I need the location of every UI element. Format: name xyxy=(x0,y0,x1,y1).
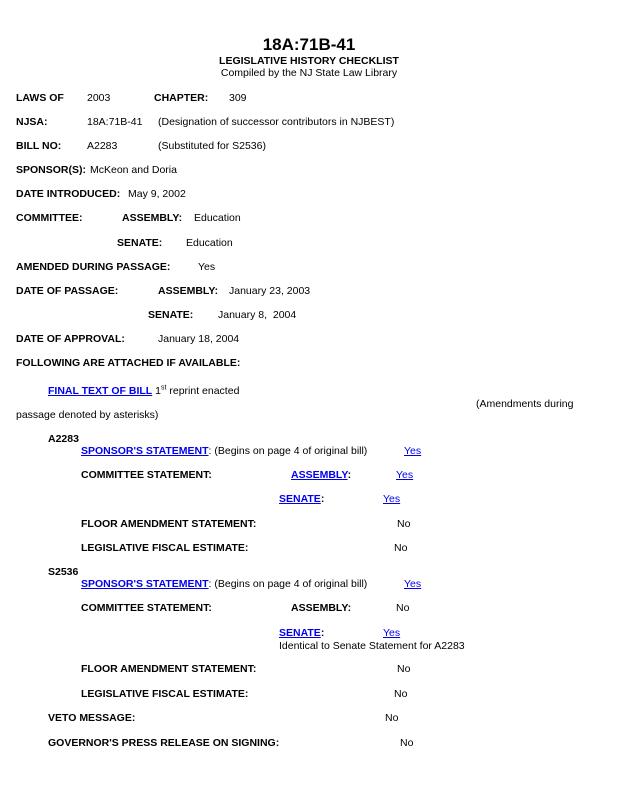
reprint-superscript: st xyxy=(160,384,167,392)
bill-no-value: A2283 xyxy=(87,140,118,152)
s2536-sponsor-note: : (Begins on page 4 of original bill) xyxy=(208,578,368,590)
committee-assembly-label: ASSEMBLY: xyxy=(122,212,183,224)
chapter-value: 309 xyxy=(229,92,247,104)
amendments-note-1: (Amendments during xyxy=(476,398,574,410)
final-text-link[interactable]: FINAL TEXT OF BILL xyxy=(48,385,153,397)
s2536-floor-label: FLOOR AMENDMENT STATEMENT: xyxy=(81,663,257,675)
a2283-sponsor-line xyxy=(81,445,367,457)
s2536-fiscal-value: No xyxy=(394,688,408,700)
a2283-senate-colon: : xyxy=(320,493,325,505)
statute-title: 18A:71B-41 xyxy=(262,35,356,54)
bill-no-note: (Substituted for S2536) xyxy=(158,140,266,152)
veto-label: VETO MESSAGE: xyxy=(48,712,136,724)
s2536-senate-note: Identical to Senate Statement for A2283 xyxy=(279,640,465,652)
approval-label: DATE OF APPROVAL: xyxy=(16,333,125,345)
a2283-fiscal-value: No xyxy=(394,542,408,554)
passage-label: DATE OF PASSAGE: xyxy=(16,285,119,297)
committee-assembly-value: Education xyxy=(194,212,241,224)
a2283-assembly-yes-link[interactable]: Yes xyxy=(396,469,414,481)
compiled-by: Compiled by the NJ State Law Library xyxy=(220,67,398,79)
s2536-sponsor-line xyxy=(81,578,367,590)
a2283-sponsor-note: : (Begins on page 4 of original bill) xyxy=(208,445,368,457)
a2283-sponsor-statement-link[interactable]: SPONSOR'S STATEMENT xyxy=(81,445,209,457)
a2283-floor-value: No xyxy=(397,518,411,530)
press-release-value: No xyxy=(400,737,414,749)
a2283-fiscal-label: LEGISLATIVE FISCAL ESTIMATE: xyxy=(81,542,249,554)
reprint-text: reprint enacted xyxy=(169,385,240,397)
s2536-senate-line xyxy=(279,627,324,639)
sponsors-value: McKeon and Doria xyxy=(90,164,177,176)
final-text-line xyxy=(48,385,239,397)
reprint-number: 1 xyxy=(155,385,161,397)
s2536-sponsor-yes-link[interactable]: Yes xyxy=(404,578,422,590)
s2536-assembly-label: ASSEMBLY: xyxy=(291,602,352,614)
s2536-senate-link[interactable]: SENATE xyxy=(279,627,321,639)
a2283-assembly-line xyxy=(291,469,351,481)
bill-no-label: BILL NO: xyxy=(16,140,62,152)
attached-heading: FOLLOWING ARE ATTACHED IF AVAILABLE: xyxy=(16,357,241,369)
amendments-note-2: passage denoted by asterisks) xyxy=(16,409,159,421)
a2283-senate-yes-link[interactable]: Yes xyxy=(383,493,401,505)
passage-senate-label: SENATE: xyxy=(148,309,194,321)
date-introduced-value: May 9, 2002 xyxy=(128,188,186,200)
date-introduced-label: DATE INTRODUCED: xyxy=(16,188,121,200)
a2283-committee-label: COMMITTEE STATEMENT: xyxy=(81,469,212,481)
s2536-committee-label: COMMITTEE STATEMENT: xyxy=(81,602,212,614)
s2536-senate-colon: : xyxy=(320,627,325,639)
s2536-sponsor-statement-link[interactable]: SPONSOR'S STATEMENT xyxy=(81,578,209,590)
passage-assembly-label: ASSEMBLY: xyxy=(158,285,219,297)
checklist-title: LEGISLATIVE HISTORY CHECKLIST xyxy=(219,55,399,67)
veto-value: No xyxy=(385,712,399,724)
njsa-label: NJSA: xyxy=(16,116,48,128)
committee-senate-label: SENATE: xyxy=(117,237,163,249)
committee-senate-value: Education xyxy=(186,237,233,249)
a2283-senate-line xyxy=(279,493,324,505)
a2283-assembly-colon: : xyxy=(347,469,352,481)
press-release-label: GOVERNOR'S PRESS RELEASE ON SIGNING: xyxy=(48,737,280,749)
passage-assembly-value: January 23, 2003 xyxy=(229,285,311,297)
a2283-senate-link[interactable]: SENATE xyxy=(279,493,321,505)
s2536-fiscal-label: LEGISLATIVE FISCAL ESTIMATE: xyxy=(81,688,249,700)
a2283-heading: A2283 xyxy=(48,433,79,445)
laws-of-label: LAWS OF xyxy=(16,92,64,104)
s2536-senate-yes-link[interactable]: Yes xyxy=(383,627,401,639)
sponsors-label: SPONSOR(S): xyxy=(16,164,87,176)
s2536-heading: S2536 xyxy=(48,566,79,578)
passage-senate-value: January 8, 2004 xyxy=(218,309,297,321)
a2283-sponsor-yes-link[interactable]: Yes xyxy=(404,445,422,457)
njsa-note: (Designation of successor contributors in NJBEST) xyxy=(158,116,395,128)
chapter-label: CHAPTER: xyxy=(154,92,209,104)
committee-label: COMMITTEE: xyxy=(16,212,83,224)
s2536-assembly-value: No xyxy=(396,602,410,614)
amended-label: AMENDED DURING PASSAGE: xyxy=(16,261,171,273)
a2283-assembly-link[interactable]: ASSEMBLY xyxy=(291,469,348,481)
approval-value: January 18, 2004 xyxy=(158,333,240,345)
laws-of-value: 2003 xyxy=(87,92,111,104)
a2283-floor-label: FLOOR AMENDMENT STATEMENT: xyxy=(81,518,257,530)
s2536-floor-value: No xyxy=(397,663,411,675)
amended-value: Yes xyxy=(198,261,216,273)
njsa-value: 18A:71B-41 xyxy=(87,116,143,128)
